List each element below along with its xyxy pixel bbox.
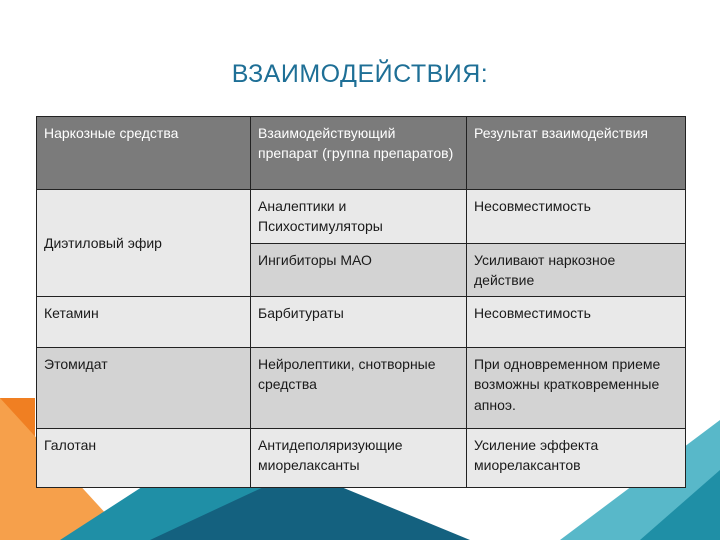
result-cell: Несовместимость [467,297,686,348]
interacting-drug-cell: Антидеполяризующие миорелаксанты [251,429,467,488]
header-interacting-drug: Взаимодействующий препарат (группа препаратов) [251,117,467,190]
anesthetic-cell: Этомидат [37,348,251,429]
drug-interactions-table [36,116,686,488]
table-header-row [37,117,686,190]
interacting-drug-cell: Аналептики и Психостимуляторы [251,190,467,244]
interacting-drug-cell: Нейролептики, снотворные средства [251,348,467,429]
result-cell: Несовместимость [467,190,686,244]
table-row [37,429,686,488]
result-cell: При одновременном приеме возможны кратковременные апноэ. [467,348,686,429]
result-cell: Усиление эффекта миорелаксантов [467,429,686,488]
header-anesthetics: Наркозные средства [37,117,251,190]
slide-title: ВЗАИМОДЕЙСТВИЯ: [231,60,489,88]
anesthetic-cell: Кетамин [37,297,251,348]
interacting-drug-cell: Барбитураты [251,297,467,348]
anesthetic-cell: Диэтиловый эфир [37,190,251,297]
interacting-drug-cell: Ингибиторы МАО [251,243,467,297]
result-cell: Усиливают наркозное действие [467,243,686,297]
table-row [37,190,686,244]
anesthetic-cell: Галотан [37,429,251,488]
header-interaction-result: Результат взаимодействия [467,117,686,190]
table-row [37,297,686,348]
table-row [37,348,686,429]
